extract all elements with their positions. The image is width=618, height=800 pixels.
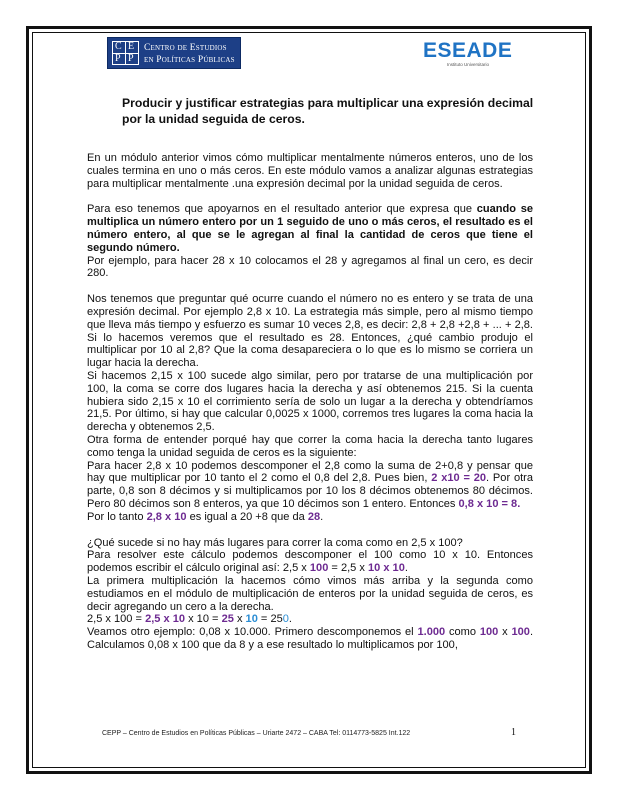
eseade-logo-subtitle: Instituto Universitario — [447, 62, 490, 67]
highlight-100-second: 100 — [511, 626, 530, 639]
highlight-10-blue: 10 — [245, 613, 258, 626]
highlight-1000: 1.000 — [417, 626, 446, 639]
paragraph-solve — [87, 549, 533, 575]
decompose-text-a: Para hacer 2,8 x 10 podemos descomponer el 2,8 como la suma de 2+0,8 y pensar que hay que multiplicar por 10 tanto el 2 como el 0,8 del 2,8. Pues bien, — [87, 459, 533, 485]
highlight-10x10: 10 x 10 — [367, 562, 405, 575]
paragraph-decompose — [87, 460, 533, 511]
highlight-2x10: 2 x10 = 20 — [431, 472, 487, 485]
paragraph-another-example — [87, 626, 533, 652]
highlight-08x10: 0,8 x 10 = 8. — [458, 497, 521, 510]
cepp-logo-text — [144, 42, 235, 66]
equation-text-a: 2,5 x 100 = — [87, 613, 142, 626]
paragraph-examples-100: Si hacemos 2,15 x 100 sucede algo similar, pero por tratarse de una multiplicación por 100, la coma se corre dos lugares hacia la derecha y así obtenemos 215. Si la cuenta hubiera sido 2,15 x 10 el corrimiento sería de solo un lugar a la derecha y obtendríamos 21,5. Por último, si hay que calcular 0,0025 x 1000, corremos tres lugares la coma hacia la derecha y obtenemos 2,5. — [87, 369, 533, 434]
eseade-logo — [423, 40, 523, 67]
conclusion-text-c: . — [320, 510, 324, 523]
equation-text-b: x 10 = — [188, 613, 219, 626]
paragraph-first-multiplication: La primera multiplicación la hacemos cómo vimos más arriba y la segunda como estudiamos en el módulo de multiplicación de enteros por la unidad seguida de ceros, es decir agregando un cero a la derecha. — [87, 574, 533, 613]
paragraph-equation — [87, 613, 533, 626]
cepp-letter-p2: P — [128, 53, 134, 64]
cepp-logo-mark — [112, 41, 139, 65]
rule-intro-text: Para eso tenemos que apoyarnos en el resultado anterior que expresa que — [87, 203, 473, 216]
cepp-logo — [107, 37, 241, 69]
cepp-logo-line1: Centro de Estudios — [144, 43, 227, 53]
document-title: Producir y justificar estrategias para multiplicar una expresión decimal por la unidad seguida de ceros. — [122, 96, 534, 126]
paragraph-example-280: Por ejemplo, para hacer 28 x 10 colocamos el 28 y agregamos al final un cero, es decir 280. — [87, 254, 533, 280]
page-number: 1 — [511, 727, 516, 738]
highlight-25: 25 — [221, 613, 234, 626]
highlight-28: 28 — [307, 510, 321, 523]
highlight-100: 100 — [309, 562, 329, 575]
solve-text-a: Para resolver este cálculo podemos descomponer el 100 como 10 x 10. Entonces podemos escribir el cálculo original así: 2,5 x — [87, 549, 533, 575]
highlight-0-blue: 0 — [282, 613, 289, 626]
equation-text-e: . — [288, 613, 292, 626]
cepp-letter-e: E — [128, 41, 135, 52]
solve-text-c: . — [404, 562, 408, 575]
conclusion-text-b: es igual a 20 +8 que da — [189, 510, 305, 523]
highlight-28x10: 2,8 x 10 — [146, 510, 187, 523]
cepp-letter-c1: C — [115, 41, 122, 52]
paragraph-rule — [87, 203, 533, 254]
paragraph-other-way: Otra forma de entender porqué hay que correr la coma hacia la derecha tanto lugares como tenga la unidad seguida de ceros es la siguiente: — [87, 433, 533, 459]
document-body — [87, 152, 533, 652]
highlight-25x10: 2,5 x 10 — [145, 613, 185, 626]
cepp-logo-line2: en Políticas Públicas — [144, 55, 235, 65]
equation-text-d: = 25 — [260, 613, 283, 626]
paragraph-conclusion — [87, 511, 533, 524]
conclusion-text-a: Por lo tanto — [87, 510, 144, 523]
paragraph-decimal-question: Nos tenemos que preguntar qué ocurre cuando el número no es entero y se trata de una expresión decimal. Por ejemplo 2,8 x 10. La estrategia más simple, pero al mismo tiempo que lleva más tiempo y esfuerzo es sumar 10 veces 2,8, es decir: 2,8 + 2,8 +2,8 + ... + 2,8. Si lo hacemos veremos que el resultado es 28. Entonces, ¿qué cambio produjo el multiplicar por 10 al 2,8? Que la coma desapareciera o lo que es lo mismo se corriera un lugar hacia la derecha. — [87, 293, 533, 370]
decompose-text-b: . Por otra parte, 0,8 son 8 décimos y si multiplicamos por 10 los 8 décimos obtenemos 80 décimos. Pero 80 décimos son 8 enteros, ya que 10 décimos son 1 entero. Entonces — [87, 472, 533, 510]
paragraph-intro: En un módulo anterior vimos cómo multiplicar mentalmente números enteros, uno de los cuales termina en uno o más ceros. En este módulo vamos a analizar algunas estrategias para multiplicar mentalmente .una expresión decimal por la unidad seguida de ceros. — [87, 152, 533, 190]
equation-text-c: x — [236, 613, 243, 626]
example-text-a: Veamos otro ejemplo: 0,08 x 10.000. Primero descomponemos el — [87, 626, 414, 639]
paragraph-question-25x100: ¿Qué sucede si no hay más lugares para correr la coma como en 2,5 x 100? — [87, 536, 463, 549]
example-text-c: x — [502, 626, 508, 639]
cepp-letter-p1: P — [115, 53, 121, 64]
rule-bold-text: cuando se multiplica un número entero por un 1 seguido de uno o más ceros, el resultado es el número entero, al que se le agregan al final la cantidad de ceros que tiene el segundo número. — [87, 203, 533, 254]
example-text-d: . Calculamos 0,08 x 100 que da 8 y a ese resultado lo multiplicamos por 100, — [87, 626, 534, 651]
solve-text-b: = 2,5 x — [331, 562, 365, 575]
page-footer: CEPP – Centro de Estudios en Políticas Públicas – Uriarte 2472 – CABA Tel: 0114773-5825 Int.122 — [102, 730, 411, 737]
example-text-b: como — [448, 626, 476, 639]
highlight-100-first: 100 — [479, 626, 499, 639]
eseade-logo-text: ESEADE — [423, 39, 513, 62]
